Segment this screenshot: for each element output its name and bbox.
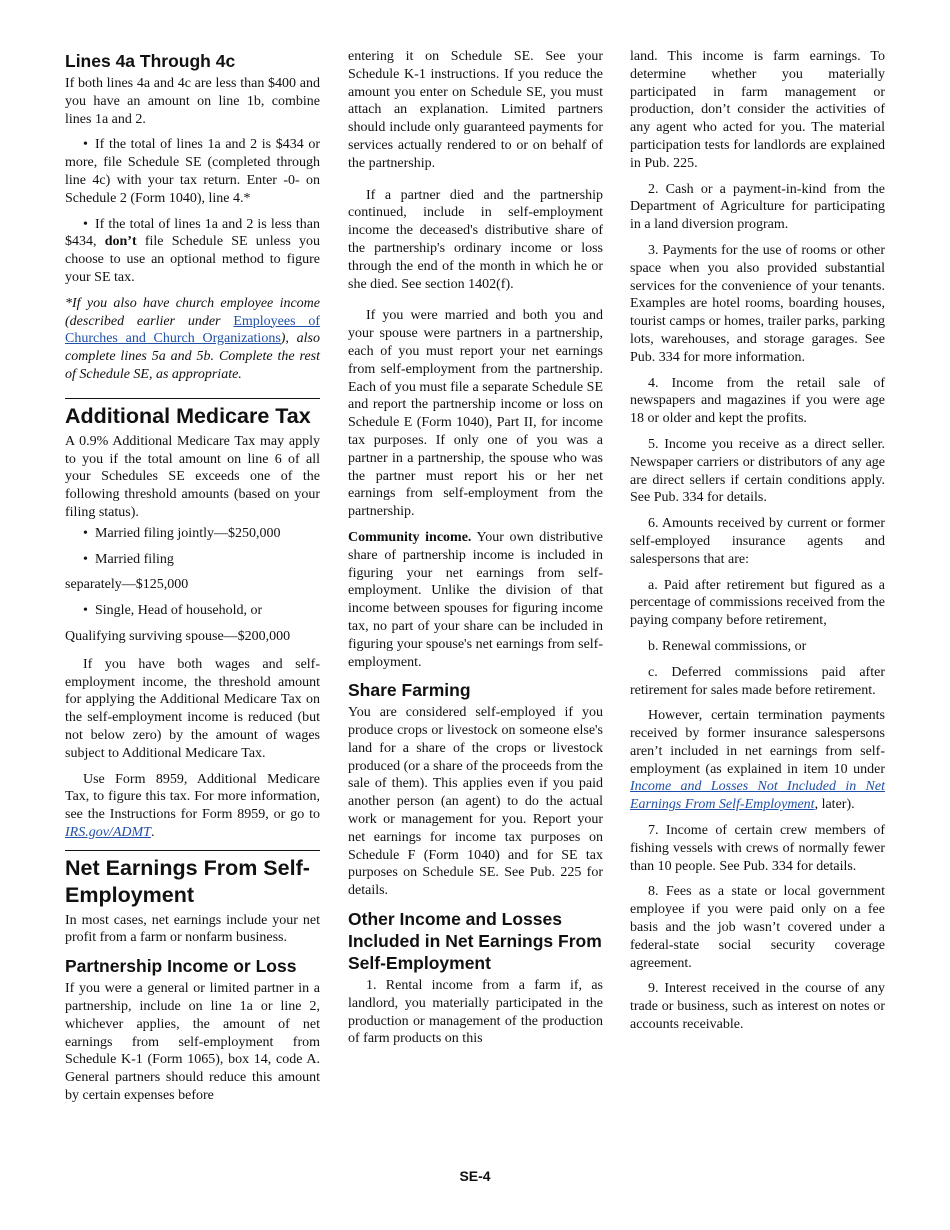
bullet-text: If the total of lines 1a and 2 is less than $434, xyxy=(65,216,320,250)
list-item: 8. Fees as a state or local government employee if you were paid only on a fee basis and the job wasn’t covered under a federal-state social security coverage agreement. xyxy=(630,884,885,971)
heading-additional-medicare: Additional Medicare Tax xyxy=(65,403,311,428)
bullet-text: Married filing jointly—$250,000 xyxy=(95,525,281,541)
paragraph-wages: If you have both wages and self-employment income, the threshold amount for applying the Additional Medicare Tax on the self-employment income is reduced (but not below zero) by the amount of wages subject to Additional Medicare Tax. xyxy=(65,656,320,761)
heading-net-earnings: Net Earnings From Self-Employment xyxy=(65,855,310,907)
bullet-continuation: separately—$125,000 xyxy=(65,577,189,593)
column-middle xyxy=(348,48,603,1056)
bullet-icon: • xyxy=(83,137,88,153)
note-text: ), also complete lines 5a and 5b. Complete the rest of Schedule SE, as appropriate. xyxy=(65,331,320,382)
column-left xyxy=(65,48,320,1113)
bullet-text: file Schedule SE unless you choose to use an optional method to figure your SE tax. xyxy=(65,234,321,285)
bullet-text: Married filing xyxy=(95,551,174,567)
list-item: 7. Income of certain crew members of fishing vessels with crews of normally fewer than 10 people. See Pub. 334 for details. xyxy=(630,823,885,874)
list-item: 5. Income you receive as a direct seller. Newspaper carriers or distributors of any age are direct sellers if certain conditions apply. See Pub. 334 for details. xyxy=(630,436,885,506)
bullet-item xyxy=(65,602,320,620)
section-divider xyxy=(65,398,320,399)
bullet-item xyxy=(65,551,320,569)
sub-list-item: c. Deferred commissions paid after retirement for sales made before retirement. xyxy=(630,664,885,698)
bullet-text: If the total of lines 1a and 2 is $434 or more, file Schedule SE (completed through line 4c) with your tax return. Enter -0- on Schedule 2 (Form 1040), line 4.* xyxy=(65,137,320,206)
sub-list-item: b. Renewal commissions, or xyxy=(648,638,807,654)
paragraph-farm-earnings: land. This income is farm earnings. To determine whether you materially participated in farm management or production, don’t consider the activities of any agent who acted for you. The material participation tests for landlords are explained in Pub. 225. xyxy=(630,49,885,171)
list-item: 9. Interest received in the course of any trade or business, such as interest on notes or accounts receivable. xyxy=(630,981,885,1033)
paragraph-text: Your own distributive share of partnership income is included in figuring your net earnings from self-employment. Unlike the division of that income between spouses for figuring income tax, no part of your share can be included in figuring your spouse's net earnings from self-employment. xyxy=(348,529,603,670)
list-item-rental-income: 1. Rental income from a farm if, as landlord, you materially participated in the production or management of the production of farm products on this xyxy=(348,978,603,1047)
sub-list-item: a. Paid after retirement but figured as a percentage of commissions received from the paying company before retirement, xyxy=(630,577,885,629)
paragraph-partnership-cont: entering it on Schedule SE. See your Schedule K-1 instructions. If you reduce the amount you enter on Schedule SE, you must attach an explanation. Limited partners should include only guaranteed payments for services actually rendered to or on behalf of the partnership. xyxy=(348,49,603,171)
heading-other-income: Other Income and Losses Included in Net Earnings From Self-Employment xyxy=(348,909,602,974)
bullet-continuation: Qualifying surviving spouse—$200,000 xyxy=(65,628,291,644)
paragraph-termination-payments xyxy=(630,707,885,814)
paragraph-community-income xyxy=(348,529,603,671)
note-text: *If you also have church employee income (described earlier under xyxy=(65,295,320,329)
link-church-organizations[interactable]: Employees of Churches and Church Organizations xyxy=(65,313,321,347)
list-item: 2. Cash or a payment-in-kind from the Department of Agriculture for participating in a land diversion program. xyxy=(630,181,885,233)
bold-text: don’t xyxy=(104,234,137,250)
bullet-item xyxy=(65,525,320,543)
list-item: 4. Income from the retail sale of newspapers and magazines if you were age 18 or older and kept the profits. xyxy=(630,375,885,427)
paragraph-text: Use Form 8959, Additional Medicare Tax, to figure this tax. For more information, see the Instructions for Form 8959, or go to xyxy=(65,771,320,823)
bullet-item xyxy=(65,136,320,207)
bullet-text: Single, Head of household, or xyxy=(95,603,263,619)
section-divider xyxy=(65,850,320,851)
bullet-icon: • xyxy=(83,551,88,567)
heading-partnership: Partnership Income or Loss xyxy=(65,956,297,977)
paragraph-married-partners: If you were married and both you and your spouse were partners in a partnership, each of you must report your net earnings from self-employment from the partnership. Each of you must file a separate Schedule SE and report the partnership income or loss on Schedule E (Form 1040), Part II, for income tax purposes. If only one of you was a partner in a partnership, the spouse who was the partner must report his or her net earnings from self-employment from the partnership. xyxy=(348,308,603,520)
list-item: 6. Amounts received by current or former self-employed insurance agents and salespersons that are: xyxy=(630,516,885,567)
list-item: 3. Payments for the use of rooms or other space when you also provided substantial services for the convenience of your tenants. Examples are hotel rooms, boarding houses, tourist camps or homes, trailer parks, parking lots, warehouses, and storage garages. See Pub. 334 for more information. xyxy=(630,242,885,365)
heading-share-farming: Share Farming xyxy=(348,680,471,701)
paragraph-form-8959 xyxy=(65,771,320,842)
paragraph-net-earnings: In most cases, net earnings include your net profit from a farm or nonfarm business. xyxy=(65,912,320,946)
bullet-item xyxy=(65,216,320,287)
paragraph-lines-4: If both lines 4a and 4c are less than $400 and you have an amount on line 1b, combine lines 1a and 2. xyxy=(65,76,320,127)
bullet-icon: • xyxy=(83,603,88,619)
bullet-icon: • xyxy=(83,216,88,232)
note-church-employee xyxy=(65,295,320,384)
link-irs-admt[interactable]: IRS.gov/ADMT xyxy=(65,824,151,840)
paragraph-text: . xyxy=(150,824,155,840)
paragraph-partnership: If you were a general or limited partner in a partnership, include on line 1a or line 2, whichever applies, the amount of net earnings from self-employment from Schedule K-1 (Form 1065), box 14, code A. General partners should reduce this amount by certain expenses before xyxy=(65,981,320,1104)
paragraph-text: However, certain termination payments received by former insurance salespersons aren’t included in net earnings from self-employment (as explained in item 10 under xyxy=(630,708,885,777)
paragraph-share-farming: You are considered self-employed if you produce crops or livestock on someone else's land for a share of the crops or livestock produced (or a share of the proceeds from the sale of them). This applies even if you paid another person (an agent) to do the actual work or management for you. Report your net earnings for income tax purposes on Schedule F (Form 1040) and for SE tax purposes on Schedule SE. See Pub. 225 for details. xyxy=(348,705,604,899)
paragraph-partner-died: If a partner died and the partnership continued, include in self-employment income the deceased's distributive share of the partnership's ordinary income or loss through the end of the month in which he or she died. See section 1402(f). xyxy=(348,187,603,292)
heading-lines-4a-4c: Lines 4a Through 4c xyxy=(65,51,236,71)
page-number: SE-4 xyxy=(459,1168,491,1184)
run-in-heading: Community income. xyxy=(348,529,472,545)
paragraph-medicare: A 0.9% Additional Medicare Tax may apply to you if the total amount on line 6 of all your Schedules SE exceeds one of the following threshold amounts (based on your filing status). xyxy=(65,433,320,520)
bullet-icon: • xyxy=(83,525,88,541)
link-income-not-included[interactable]: Income and Losses Not Included in Net Earnings From Self-Employment xyxy=(630,779,885,813)
column-right xyxy=(630,48,885,1042)
paragraph-text: , later). xyxy=(814,797,855,813)
